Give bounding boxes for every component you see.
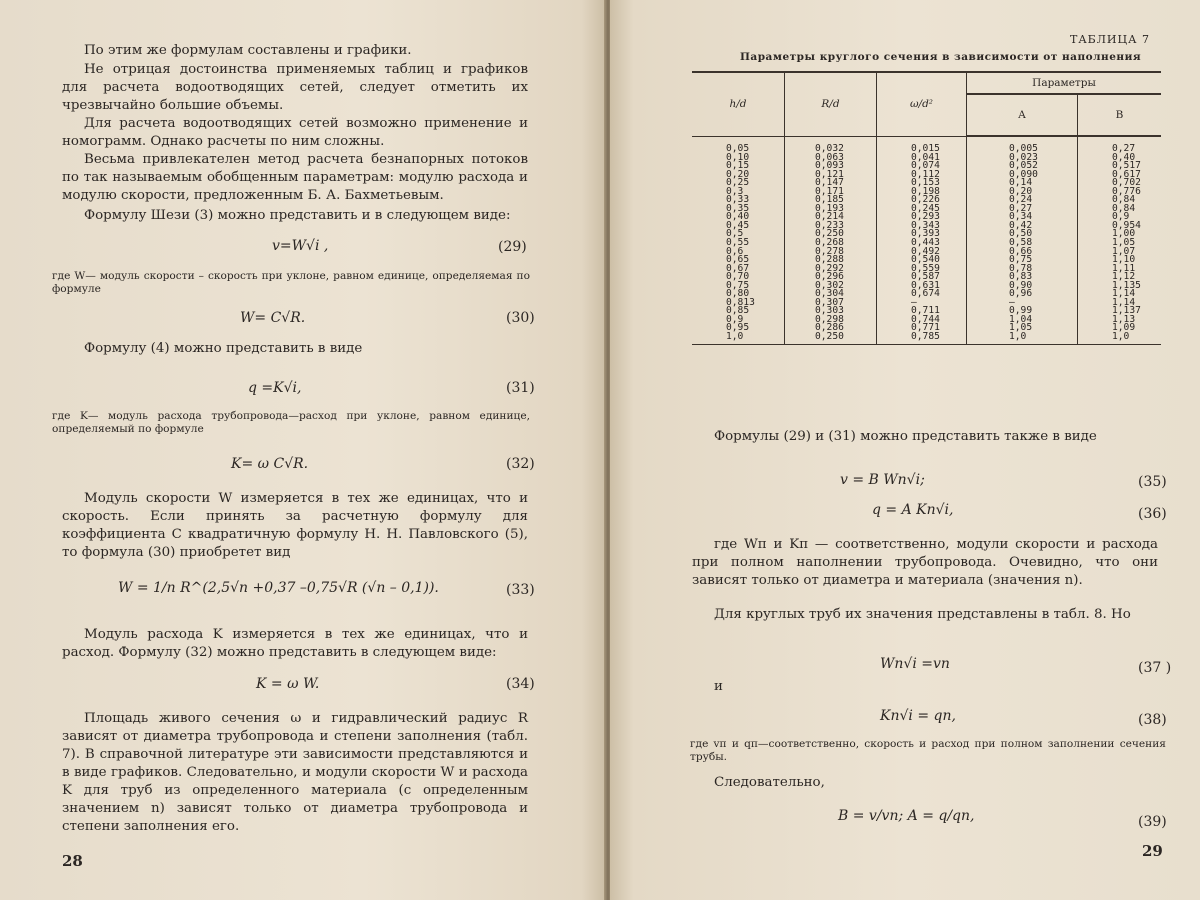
left-paragraph-2: Не отрицая достоинства применяемых таблиц и графиков для расчета водоотводящих сетей, следует отметить их чрезвычайно большие объемы. [62, 62, 528, 113]
cell-rd: 0,032 [785, 136, 877, 154]
cell-a: 0,20 [967, 188, 1078, 197]
cell-wd: 0,587 [877, 273, 967, 282]
cell-hd: 0,10 [692, 154, 785, 163]
left-paragraph-8: Модуль расхода K измеряется в тех же единицах, что и расход. Формулу (32) можно представить в следующем виде: [62, 627, 528, 660]
left-paragraph-7: Модуль скорости W измеряется в тех же единицах, что и скорость. Если принять за расчетную формулу для коэффициента C квадратичную формулу Н. Н. Павловского (5), то формула (30) приобретет вид [62, 491, 528, 560]
cell-hd: 0,5 [692, 230, 785, 239]
equation-38: Kп√i = qп, [880, 708, 956, 724]
left-paragraph-6: Формулу (4) можно представить в виде [84, 341, 363, 356]
cell-wd: 0,744 [877, 316, 967, 325]
cell-rd: 0,288 [785, 256, 877, 265]
cell-wd: 0,245 [877, 205, 967, 214]
equation-36: q = A Kп√i, [872, 502, 954, 518]
conjunction-and: и [714, 679, 723, 694]
left-note-1: где W— модуль скорости – скорость при уклоне, равном единице, определяемая по формуле [52, 270, 530, 295]
cell-wd: 0,711 [877, 307, 967, 316]
cell-b: 1,09 [1078, 324, 1162, 333]
equation-39: B = v/vп; A = q/qп, [838, 808, 975, 824]
cell-hd: 0,70 [692, 273, 785, 282]
cell-a: 1,04 [967, 316, 1078, 325]
cell-wd: 0,443 [877, 239, 967, 248]
equation-37: Wп√i =vп [880, 656, 950, 672]
cell-rd: 0,304 [785, 290, 877, 299]
cell-wd: 0,041 [877, 154, 967, 163]
cell-b: 0,84 [1078, 196, 1162, 205]
equation-30: W= C√R. [240, 310, 306, 326]
cell-rd: 0,250 [785, 230, 877, 239]
cell-wd: 0,343 [877, 222, 967, 231]
left-paragraph-1: По этим же формулам составлены и графики. [84, 43, 412, 58]
table-caption: Параметры круглого сечения в зависимости от наполнения [740, 51, 1142, 63]
cell-rd: 0,171 [785, 188, 877, 197]
cell-a: 0,090 [967, 171, 1078, 180]
cell-b: 1,13 [1078, 316, 1162, 325]
cell-wd: 0,674 [877, 290, 967, 299]
cell-hd: 1,0 [692, 333, 785, 344]
cell-rd: 0,296 [785, 273, 877, 282]
cell-wd: 0,112 [877, 171, 967, 180]
cell-wd: 0,393 [877, 230, 967, 239]
cell-a: 0,052 [967, 162, 1078, 171]
cell-a: 0,34 [967, 213, 1078, 222]
cell-b: 0,40 [1078, 154, 1162, 163]
cell-wd: 0,074 [877, 162, 967, 171]
cell-a: 1,0 [967, 333, 1078, 344]
cell-hd: 0,75 [692, 282, 785, 291]
cell-a: 0,023 [967, 154, 1078, 163]
cell-b: 0,84 [1078, 205, 1162, 214]
cell-hd: 0,40 [692, 213, 785, 222]
cell-wd: 0,785 [877, 333, 967, 344]
cell-a: 0,90 [967, 282, 1078, 291]
table-7 [692, 71, 1161, 345]
cell-hd: 0,20 [692, 171, 785, 180]
equation-34-number: (34) [506, 676, 535, 692]
cell-rd: 0,292 [785, 265, 877, 274]
cell-rd: 0,121 [785, 171, 877, 180]
cell-hd: 0,85 [692, 307, 785, 316]
right-page [610, 0, 1200, 900]
cell-b: 1,07 [1078, 248, 1162, 257]
cell-wd: 0,540 [877, 256, 967, 265]
cell-hd: 0,25 [692, 179, 785, 188]
cell-hd: 0,80 [692, 290, 785, 299]
cell-wd: 0,015 [877, 136, 967, 154]
right-paragraph-4: Следовательно, [714, 775, 825, 790]
cell-a: 0,66 [967, 248, 1078, 257]
cell-rd: 0,307 [785, 299, 877, 308]
equation-39-number: (39) [1138, 814, 1167, 830]
cell-a: 0,27 [967, 205, 1078, 214]
cell-a: 0,14 [967, 179, 1078, 188]
equation-35: v = B Wп√i; [840, 472, 925, 488]
table-row [692, 290, 1161, 299]
cell-wd: 0,153 [877, 179, 967, 188]
equation-36-number: (36) [1138, 506, 1167, 522]
cell-hd: 0,6 [692, 248, 785, 257]
header-rd: R/d [785, 72, 877, 136]
cell-b: 1,05 [1078, 239, 1162, 248]
cell-a: 0,75 [967, 256, 1078, 265]
cell-hd: 0,65 [692, 256, 785, 265]
cell-rd: 0,233 [785, 222, 877, 231]
equation-31: q =K√i, [248, 380, 302, 396]
cell-b: 1,14 [1078, 290, 1162, 299]
cell-a: 0,83 [967, 273, 1078, 282]
header-a: А [967, 94, 1078, 136]
right-paragraph-2: где Wп и Kп — соответственно, модули скорости и расхода при полном наполнении трубопровода. Очевидно, что они зависят только от диаметра и материала (значения n). [692, 537, 1158, 588]
cell-a: 0,50 [967, 230, 1078, 239]
cell-b: 0,954 [1078, 222, 1162, 231]
equation-34: K = ω W. [256, 676, 320, 692]
equation-35-number: (35) [1138, 474, 1167, 490]
page-number-right: 29 [1142, 842, 1163, 860]
left-paragraph-4: Весьма привлекателен метод расчета безнапорных потоков по так называемым обобщенным параметрам: модулю расхода и модулю скорости, предложенным Б. А. Бахметьевым. [62, 152, 528, 203]
cell-hd: 0,55 [692, 239, 785, 248]
cell-hd: 0,67 [692, 265, 785, 274]
cell-hd: 0,05 [692, 136, 785, 154]
left-paragraph-3: Для расчета водоотводящих сетей возможно применение и номограмм. Однако расчеты по ним сложны. [62, 116, 528, 149]
cell-b: 1,10 [1078, 256, 1162, 265]
right-paragraph-3: Для круглых труб их значения представлены в табл. 8. Но [714, 607, 1131, 622]
cell-rd: 0,286 [785, 324, 877, 333]
cell-hd: 0,3 [692, 188, 785, 197]
header-b: В [1078, 94, 1162, 136]
cell-wd: 0,492 [877, 248, 967, 257]
cell-a: 0,99 [967, 307, 1078, 316]
cell-b: 1,00 [1078, 230, 1162, 239]
left-note-2: где K— модуль расхода трубопровода—расход при уклоне, равном единице, определяемый по формуле [52, 410, 530, 435]
equation-31-number: (31) [506, 380, 535, 396]
cell-wd: 0,198 [877, 188, 967, 197]
cell-b: 0,617 [1078, 171, 1162, 180]
cell-a: 0,42 [967, 222, 1078, 231]
cell-a: — [967, 299, 1078, 308]
cell-b: 1,0 [1078, 333, 1162, 344]
cell-hd: 0,33 [692, 196, 785, 205]
equation-29-number: (29) [498, 239, 527, 255]
table-7-body [692, 136, 1161, 344]
cell-rd: 0,185 [785, 196, 877, 205]
cell-b: 0,9 [1078, 213, 1162, 222]
cell-rd: 0,250 [785, 333, 877, 344]
cell-wd: 0,631 [877, 282, 967, 291]
cell-rd: 0,303 [785, 307, 877, 316]
cell-hd: 0,45 [692, 222, 785, 231]
header-wd: ω/d² [877, 72, 967, 136]
table-label: ТАБЛИЦА 7 [1070, 33, 1150, 46]
header-parameters: Параметры [967, 72, 1162, 94]
cell-wd: 0,559 [877, 265, 967, 274]
cell-hd: 0,35 [692, 205, 785, 214]
equation-32-number: (32) [506, 456, 535, 472]
cell-hd: 0,813 [692, 299, 785, 308]
cell-b: 1,14 [1078, 299, 1162, 308]
cell-rd: 0,193 [785, 205, 877, 214]
cell-b: 0,776 [1078, 188, 1162, 197]
table-row [692, 333, 1161, 344]
page-number-left: 28 [62, 852, 83, 870]
cell-wd: — [877, 299, 967, 308]
table-row [692, 136, 1161, 154]
cell-rd: 0,214 [785, 213, 877, 222]
cell-hd: 0,95 [692, 324, 785, 333]
cell-rd: 0,093 [785, 162, 877, 171]
cell-b: 0,517 [1078, 162, 1162, 171]
cell-rd: 0,063 [785, 154, 877, 163]
right-note-1: где vп и qп—соответственно, скорость и расход при полном заполнении сечения трубы. [690, 738, 1166, 763]
cell-hd: 0,9 [692, 316, 785, 325]
cell-rd: 0,302 [785, 282, 877, 291]
cell-rd: 0,298 [785, 316, 877, 325]
left-paragraph-9: Площадь живого сечения ω и гидравлический радиус R зависят от диаметра трубопровода и степени заполнения (табл. 7). В справочной литературе эти зависимости представляются и в виде графиков. Следовательно, и модули скорости W и расхода K для труб из определенного материала (с определенным значением n) зависят только от диаметра трубопровода и степени заполнения его. [62, 711, 528, 834]
cell-b: 1,11 [1078, 265, 1162, 274]
equation-38-number: (38) [1138, 712, 1167, 728]
right-paragraph-1: Формулы (29) и (31) можно представить также в виде [714, 429, 1097, 444]
equation-33: W = 1/n R^(2,5√n +0,37 –0,75√R (√n – 0,1)). [118, 580, 439, 596]
cell-b: 1,137 [1078, 307, 1162, 316]
cell-b: 0,702 [1078, 179, 1162, 188]
cell-a: 0,96 [967, 290, 1078, 299]
cell-b: 0,27 [1078, 136, 1162, 154]
equation-29: v=W√i , [272, 238, 329, 254]
equation-30-number: (30) [506, 310, 535, 326]
cell-hd: 0,15 [692, 162, 785, 171]
cell-wd: 0,226 [877, 196, 967, 205]
cell-rd: 0,147 [785, 179, 877, 188]
equation-32: K= ω C√R. [231, 456, 309, 472]
cell-rd: 0,278 [785, 248, 877, 257]
equation-37-number: (37 ) [1138, 660, 1172, 676]
header-hd: h/d [692, 72, 785, 136]
cell-rd: 0,268 [785, 239, 877, 248]
left-paragraph-5: Формулу Шези (3) можно представить и в следующем виде: [84, 208, 511, 223]
cell-wd: 0,771 [877, 324, 967, 333]
cell-a: 0,005 [967, 136, 1078, 154]
equation-33-number: (33) [506, 582, 535, 598]
cell-a: 0,78 [967, 265, 1078, 274]
cell-wd: 0,293 [877, 213, 967, 222]
cell-b: 1,135 [1078, 282, 1162, 291]
cell-a: 1,05 [967, 324, 1078, 333]
cell-a: 0,24 [967, 196, 1078, 205]
cell-b: 1,12 [1078, 273, 1162, 282]
cell-a: 0,58 [967, 239, 1078, 248]
